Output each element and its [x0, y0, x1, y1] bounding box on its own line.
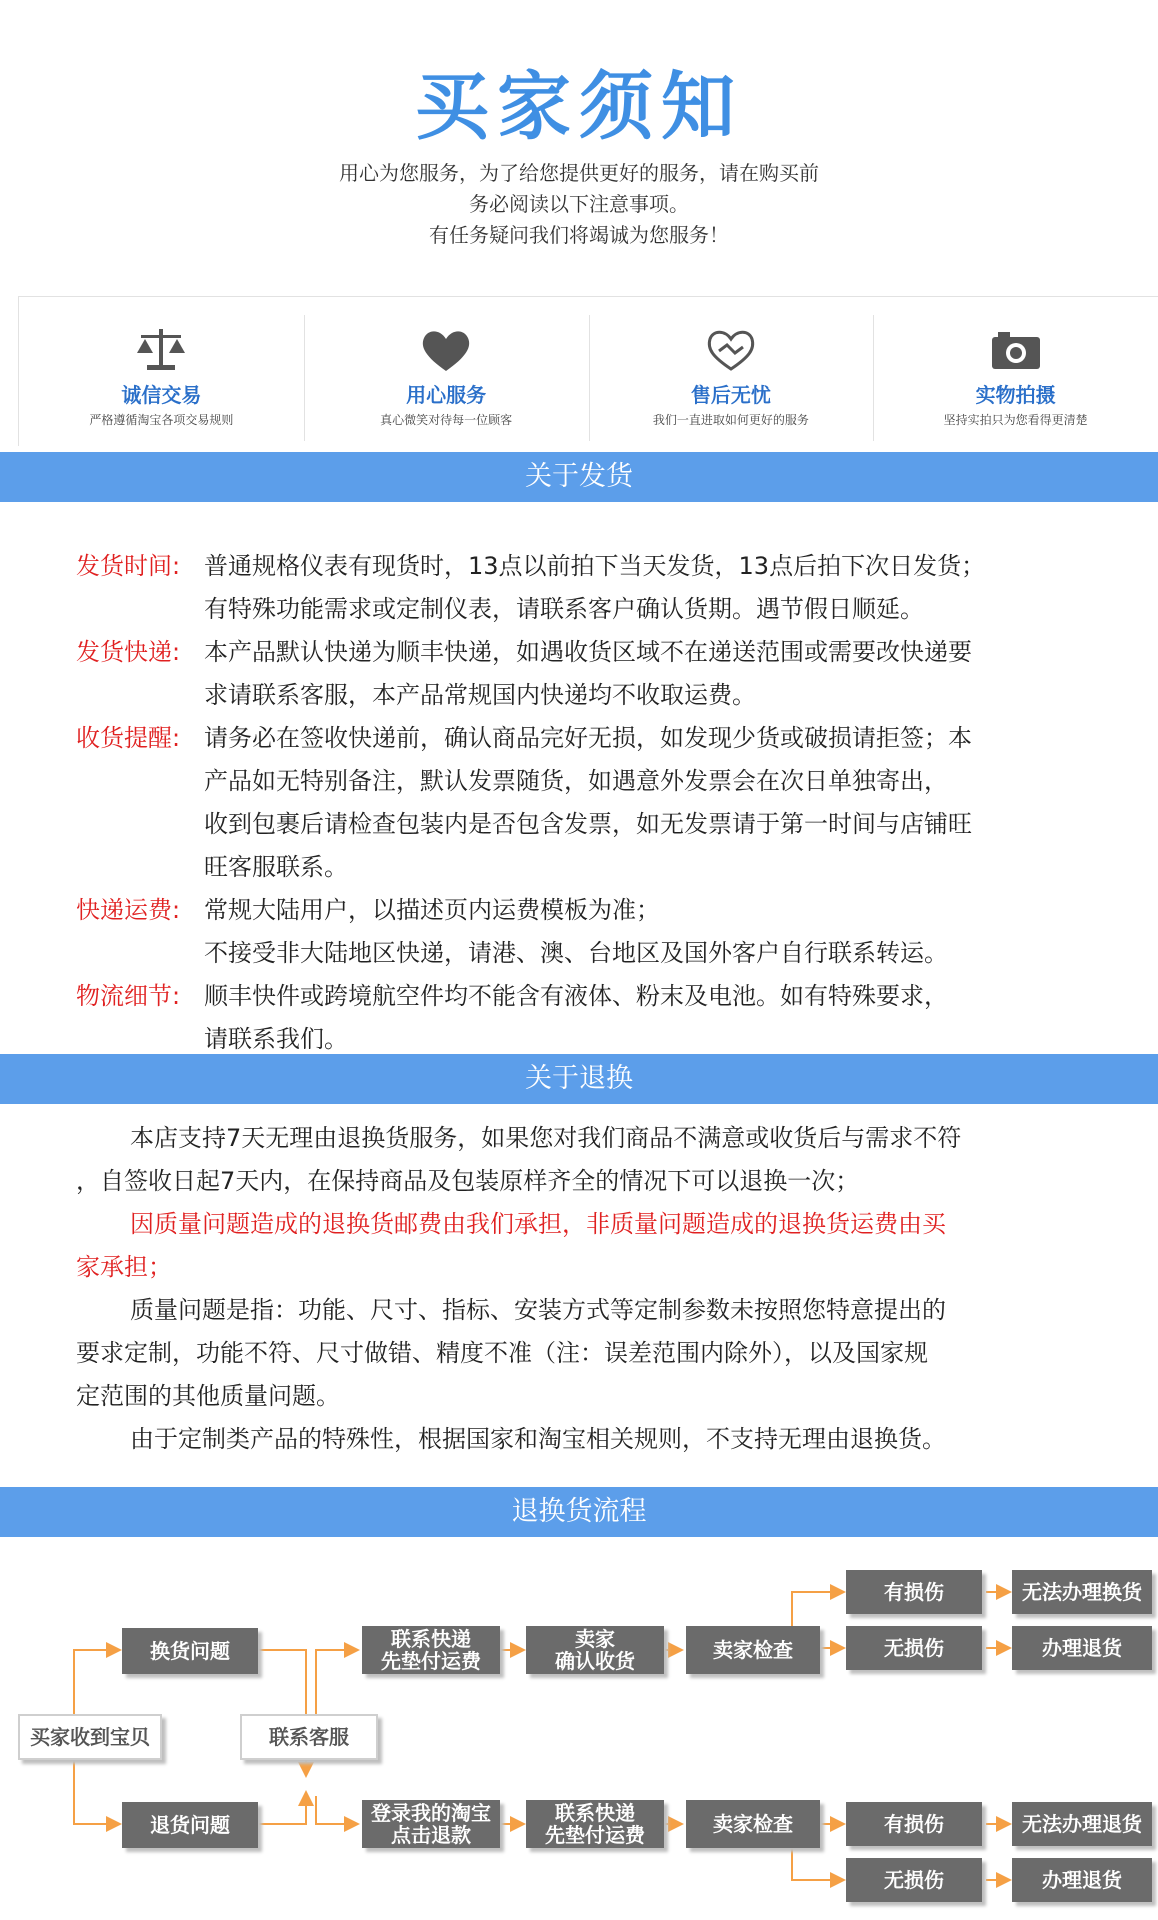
shipping-notes: [76, 545, 1136, 1061]
returns-line-highlight: 家承担；: [76, 1253, 172, 1281]
intro-line: 务必阅读以下注意事项。: [469, 192, 689, 216]
returns-line: 本店支持7天无理由退换货服务，如果您对我们商品不满意或收货后与需求不符: [130, 1124, 962, 1152]
returns-line: 由于定制类产品的特殊性，根据国家和淘宝相关规则，不支持无理由退换货。: [130, 1425, 946, 1453]
step-text: 联系快递: [555, 1801, 635, 1825]
feature-subtitle: 严格遵循淘宝各项交易规则: [89, 413, 234, 427]
feature-subtitle: 坚持实拍只为您看得更清楚: [943, 413, 1088, 427]
step-text: 点击退款: [391, 1823, 471, 1847]
scale-icon: [131, 325, 191, 375]
section-heading-flow: 退换货流程: [0, 1487, 1158, 1537]
camera-icon: [986, 325, 1046, 375]
page-title: 买家须知: [415, 64, 743, 150]
shipping-line: 请联系我们。: [204, 1025, 348, 1053]
feature-subtitle: 真心微笑对待每一位顾客: [380, 413, 513, 427]
step-seller-confirm: [526, 1626, 664, 1674]
handshake-icon: [701, 325, 761, 375]
flow-connectors: [0, 1538, 1158, 1920]
step-do-exchange: 办理退货: [1012, 1626, 1152, 1670]
step-contact-service: 联系客服: [240, 1714, 378, 1760]
feature-honest-trade: [19, 297, 304, 446]
shipping-line: 有特殊功能需求或定制仪表，请联系客户确认货期。遇节假日顺延。: [204, 595, 924, 623]
shipping-line: 本产品默认快递为顺丰快递，如遇收货区域不在递送范围或需要改快递要: [204, 638, 972, 666]
step-text: 登录我的淘宝: [371, 1801, 491, 1825]
feature-subtitle: 我们一直进取如何更好的服务: [652, 413, 809, 427]
step-do-return: 办理退货: [1012, 1858, 1152, 1902]
returns-line-highlight: 因质量问题造成的退换货邮费由我们承担，非质量问题造成的退换货运费由买: [130, 1210, 946, 1238]
step-undamaged-top: 无损伤: [846, 1626, 982, 1670]
step-login-refund: [362, 1800, 500, 1848]
shipping-line: 常规大陆用户，以描述页内运费模板为准；: [204, 896, 660, 924]
return-flow-diagram: [0, 1538, 1158, 1920]
returns-line: 要求定制，功能不符、尺寸做错、精度不准（注：误差范围内除外），以及国家规: [76, 1339, 928, 1367]
step-seller-check-top: 卖家检查: [686, 1626, 820, 1674]
feature-title: 用心服务: [406, 383, 487, 407]
feature-title: 售后无忧: [690, 383, 771, 407]
step-text: 联系快递: [391, 1627, 471, 1651]
intro-line: 有任务疑问我们将竭诚为您服务！: [429, 223, 729, 247]
feature-strip: [18, 296, 1158, 446]
section-heading-shipping: 关于发货: [0, 452, 1158, 502]
step-no-exchange: 无法办理换货: [1012, 1570, 1152, 1614]
shipping-item: [76, 717, 1136, 889]
feature-real-photos: [873, 297, 1158, 446]
step-damaged-top: 有损伤: [846, 1570, 982, 1614]
feature-title: 诚信交易: [121, 383, 202, 407]
shipping-line: 普通规格仪表有现货时，13点以前拍下当天发货，13点后拍下次日发货；: [204, 552, 986, 580]
step-text: 卖家: [575, 1627, 615, 1651]
step-exchange-issue: 换货问题: [122, 1628, 258, 1674]
step-damaged-bottom: 有损伤: [846, 1802, 982, 1846]
returns-line: 质量问题是指：功能、尺寸、指标、安装方式等定制参数未按照您特意提出的: [130, 1296, 946, 1324]
shipping-line: 产品如无特别备注，默认发票随货，如遇意外发票会在次日单独寄出，: [204, 767, 948, 795]
feature-caring-service: [304, 297, 589, 446]
step-text: 先垫付运费: [545, 1823, 645, 1847]
shipping-label: 发货时间:: [76, 552, 181, 580]
intro-line: 用心为您服务，为了给您提供更好的服务，请在购买前: [339, 161, 819, 185]
feature-title: 实物拍摄: [975, 383, 1056, 407]
shipping-line: 旺客服联系。: [204, 853, 348, 881]
shipping-label: 物流细节:: [76, 982, 181, 1010]
shipping-item: [76, 545, 1136, 631]
step-text: 先垫付运费: [381, 1649, 481, 1673]
heart-icon: [416, 325, 476, 375]
shipping-label: 快递运费:: [76, 896, 181, 924]
shipping-line: 求请联系客服，本产品常规国内快递均不收取运费。: [204, 681, 756, 709]
step-no-return: 无法办理退货: [1012, 1802, 1152, 1846]
shipping-line: 顺丰快件或跨境航空件均不能含有液体、粉末及电池。如有特殊要求，: [204, 982, 948, 1010]
shipping-item: [76, 889, 1136, 975]
returns-policy: [76, 1117, 1116, 1461]
shipping-label: 收货提醒:: [76, 724, 181, 752]
shipping-line: 请务必在签收快递前，确认商品完好无损，如发现少货或破损请拒签；本: [204, 724, 972, 752]
returns-line: 定范围的其他质量问题。: [76, 1382, 340, 1410]
step-buyer-received: 买家收到宝贝: [18, 1714, 162, 1760]
step-return-ship: [526, 1800, 664, 1848]
step-seller-check-bottom: 卖家检查: [686, 1800, 820, 1848]
returns-line: ，自签收日起7天内，在保持商品及包装原样齐全的情况下可以退换一次；: [76, 1167, 860, 1195]
step-return-issue: 退货问题: [122, 1802, 258, 1848]
shipping-item: [76, 975, 1136, 1061]
shipping-line: 不接受非大陆地区快递，请港、澳、台地区及国外客户自行联系转运。: [204, 939, 948, 967]
shipping-label: 发货快递:: [76, 638, 181, 666]
shipping-line: 收到包裹后请检查包装内是否包含发票，如无发票请于第一时间与店铺旺: [204, 810, 972, 838]
step-exchange-ship: [362, 1626, 500, 1674]
feature-after-sales: [589, 297, 874, 446]
shipping-item: [76, 631, 1136, 717]
step-text: 确认收货: [555, 1649, 635, 1673]
step-undamaged-bottom: 无损伤: [846, 1858, 982, 1902]
intro-text: [0, 158, 1158, 251]
section-heading-returns: 关于退换: [0, 1054, 1158, 1104]
